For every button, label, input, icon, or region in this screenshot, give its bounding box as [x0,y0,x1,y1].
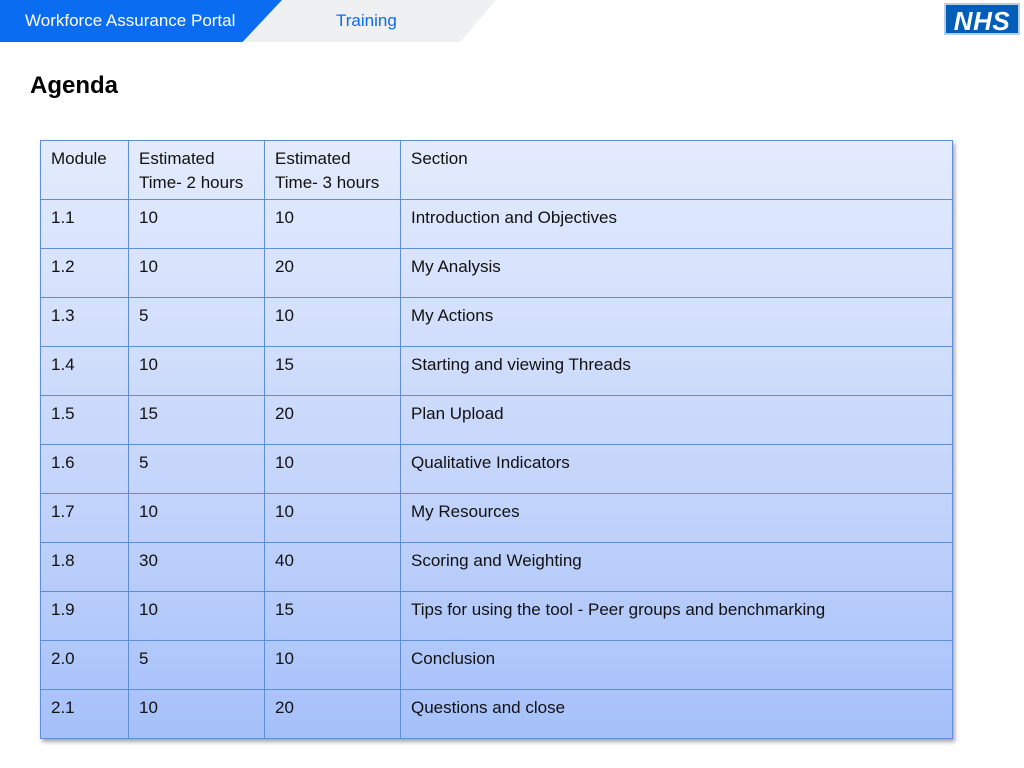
cell-est2: 10 [129,249,265,298]
cell-section: Introduction and Objectives [401,200,953,249]
cell-module: 1.6 [41,445,129,494]
header-est2-line2: Time- 2 hours [139,173,244,192]
table-row [41,641,953,690]
cell-module: 1.4 [41,347,129,396]
cell-est2: 10 [129,592,265,641]
cell-module: 1.7 [41,494,129,543]
cell-module: 1.5 [41,396,129,445]
header-est3-line2: Time- 3 hours [275,173,380,192]
table-row [41,200,953,249]
cell-est3: 10 [265,494,401,543]
cell-est2: 5 [129,298,265,347]
header-module [41,141,129,200]
cell-est3: 10 [265,445,401,494]
cell-est2: 10 [129,690,265,739]
cell-est2: 10 [129,494,265,543]
table-row [41,347,953,396]
header-estimated-3h [265,141,401,200]
cell-module: 1.9 [41,592,129,641]
cell-section: Qualitative Indicators [401,445,953,494]
cell-est3: 10 [265,200,401,249]
cell-section: My Resources [401,494,953,543]
training-tab-label[interactable]: Training [336,11,397,30]
cell-section: My Analysis [401,249,953,298]
cell-section: Scoring and Weighting [401,543,953,592]
cell-module: 2.0 [41,641,129,690]
header-section-label: Section [411,149,468,168]
table-row [41,249,953,298]
table-row [41,396,953,445]
cell-section: Conclusion [401,641,953,690]
cell-est3: 20 [265,249,401,298]
cell-est2: 5 [129,445,265,494]
header-estimated-2h [129,141,265,200]
cell-module: 1.1 [41,200,129,249]
cell-est3: 40 [265,543,401,592]
portal-title[interactable]: Workforce Assurance Portal [25,11,236,30]
agenda-table [40,140,953,739]
cell-est3: 20 [265,396,401,445]
cell-module: 1.3 [41,298,129,347]
nhs-logo: NHS [944,3,1020,35]
cell-est3: 10 [265,641,401,690]
cell-est2: 30 [129,543,265,592]
header-est3-line1: Estimated [275,149,351,168]
header-est2-line1: Estimated [139,149,215,168]
table-row [41,445,953,494]
cell-module: 2.1 [41,690,129,739]
cell-section: Starting and viewing Threads [401,347,953,396]
cell-module: 1.2 [41,249,129,298]
cell-est3: 10 [265,298,401,347]
cell-section: My Actions [401,298,953,347]
header-module-label: Module [51,149,107,168]
cell-section: Plan Upload [401,396,953,445]
cell-est2: 15 [129,396,265,445]
cell-est2: 10 [129,200,265,249]
cell-est2: 5 [129,641,265,690]
table-row [41,543,953,592]
table-row [41,592,953,641]
page-title: Agenda [30,72,119,99]
table-row [41,494,953,543]
header-section [401,141,953,200]
cell-est3: 15 [265,592,401,641]
cell-section: Questions and close [401,690,953,739]
table-row [41,298,953,347]
cell-est3: 20 [265,690,401,739]
header-banner [0,0,1024,42]
cell-section: Tips for using the tool - Peer groups and benchmarking [401,592,953,641]
table-row [41,690,953,739]
cell-est2: 10 [129,347,265,396]
cell-module: 1.8 [41,543,129,592]
table-header-row [41,141,953,200]
cell-est3: 15 [265,347,401,396]
